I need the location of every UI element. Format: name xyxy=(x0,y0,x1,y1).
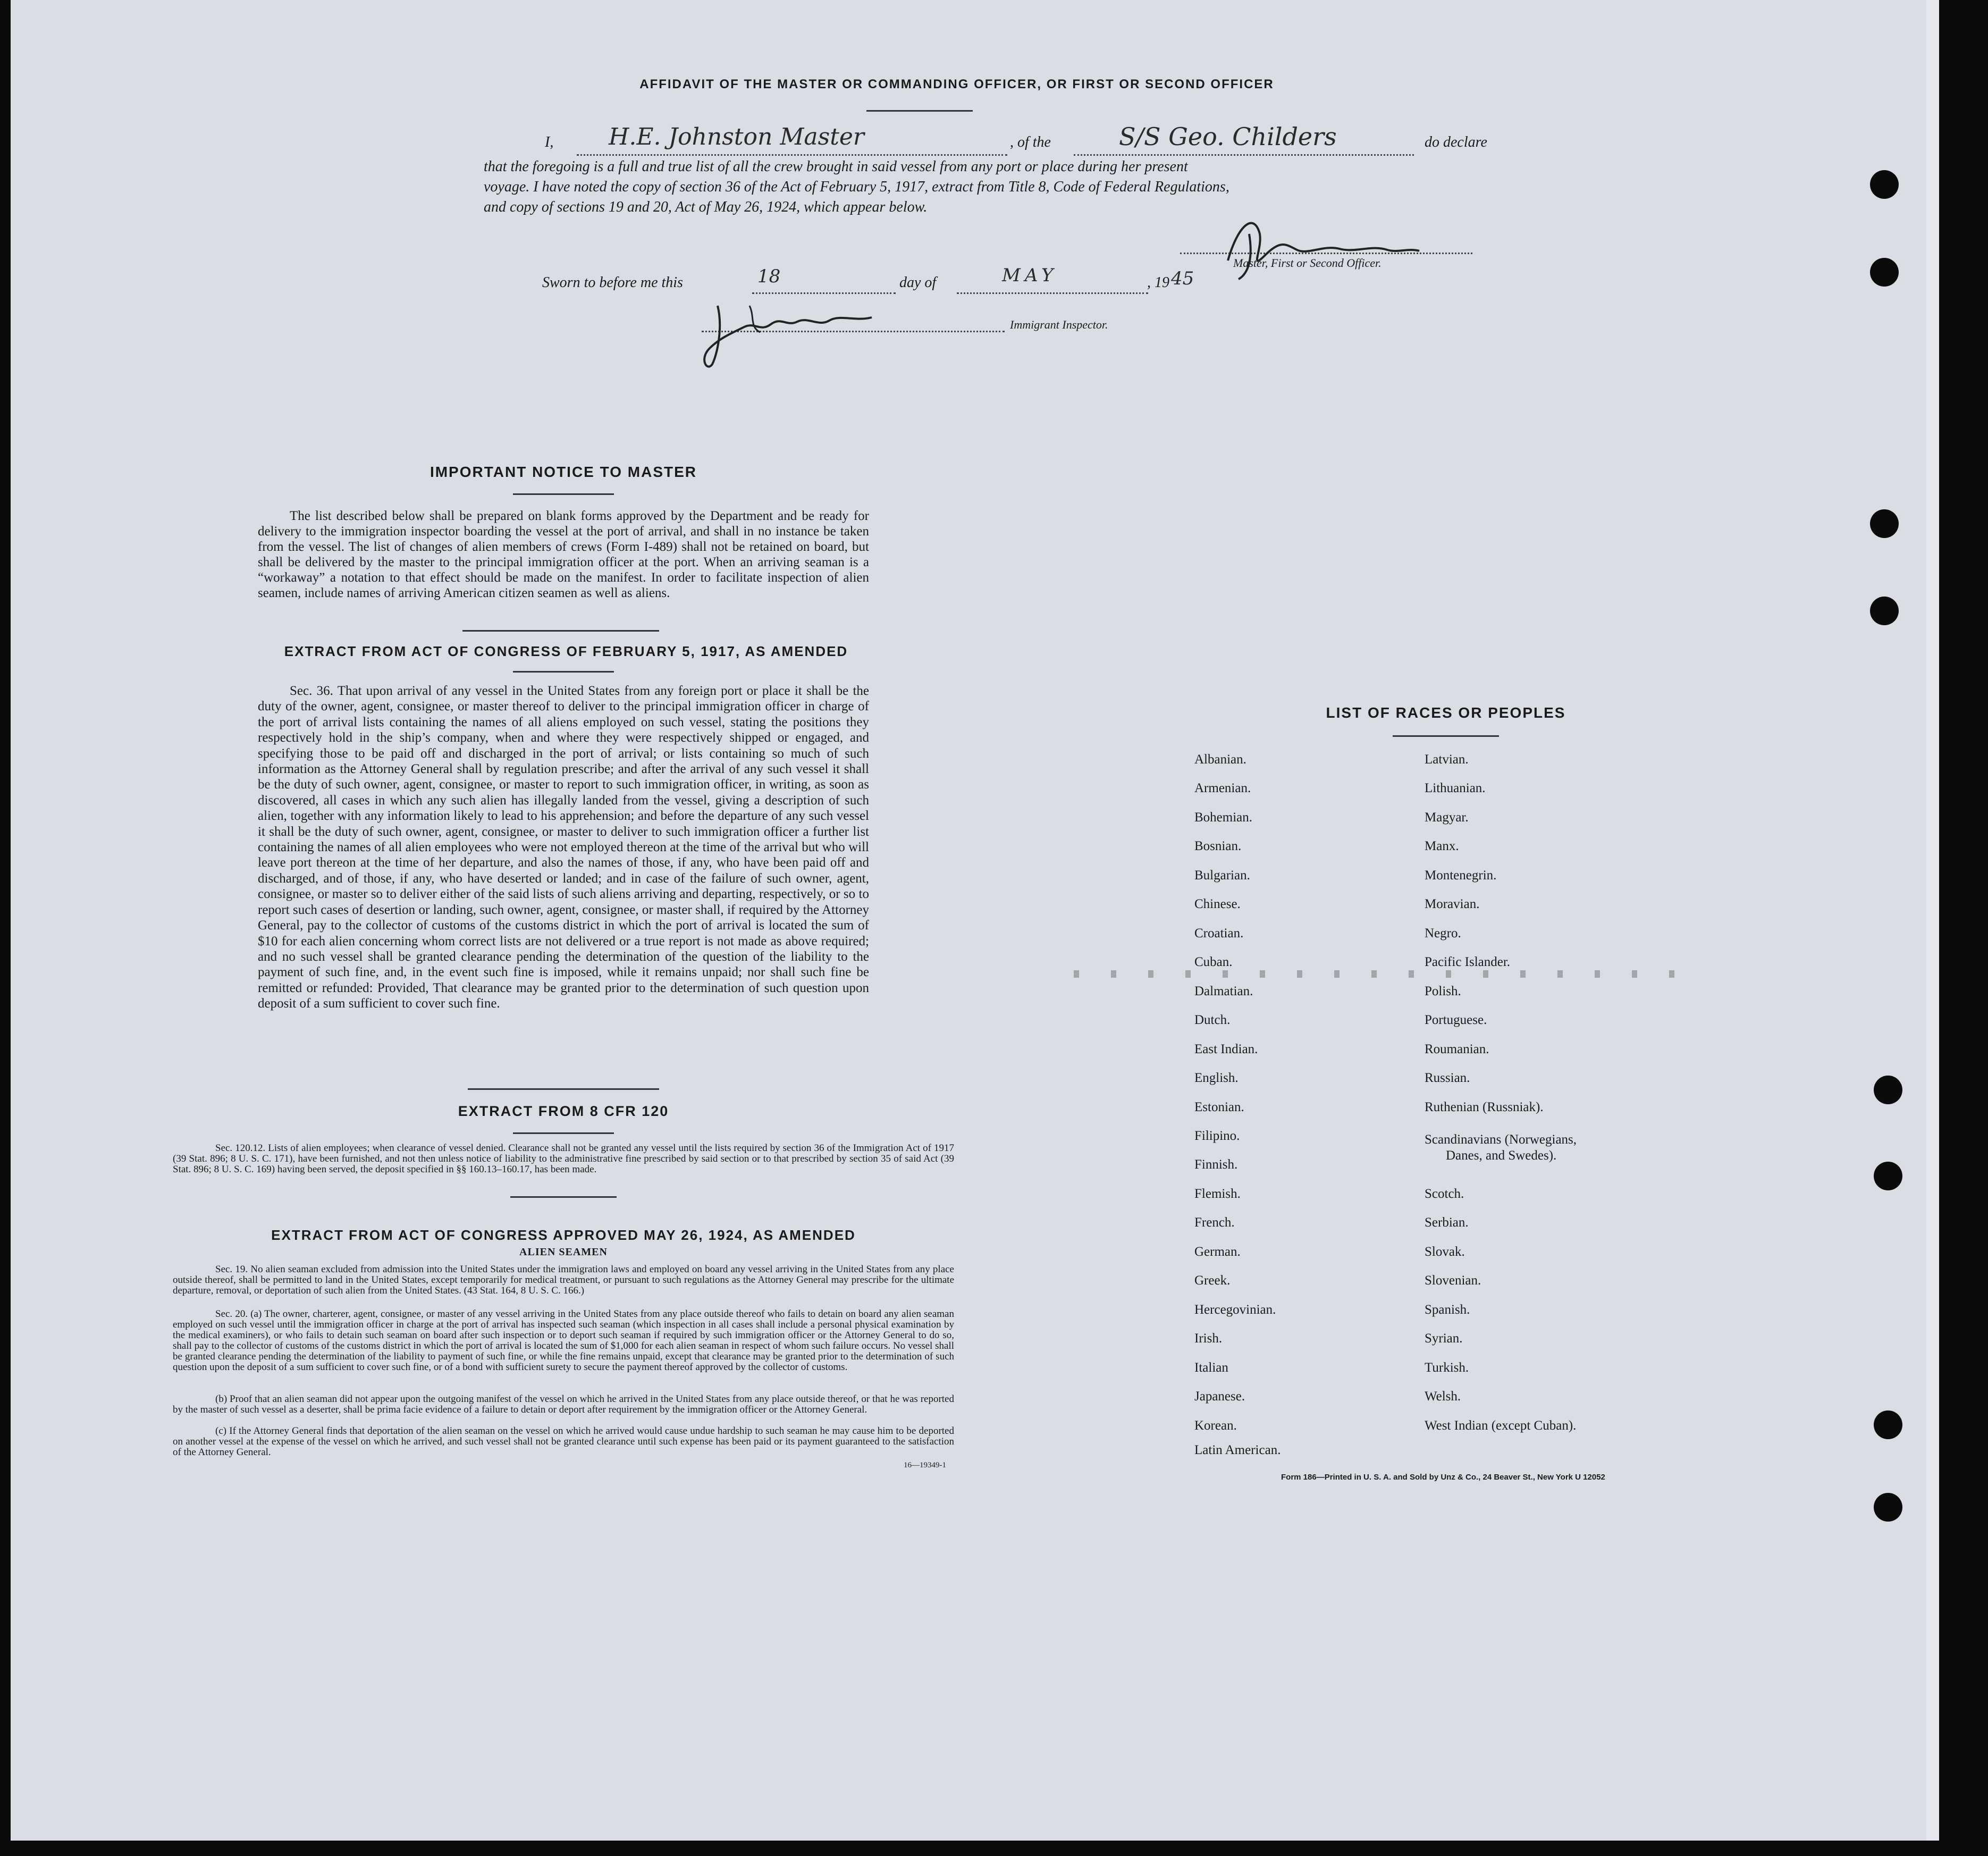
race-left-22: Japanese. xyxy=(1194,1389,1245,1404)
race-left-20: Irish. xyxy=(1194,1331,1223,1346)
race-right-9: Portuguese. xyxy=(1425,1013,1487,1027)
sworn-month-line xyxy=(957,292,1148,294)
races-rule xyxy=(1393,735,1499,737)
sworn-day-line xyxy=(752,292,896,294)
race-left-14: Finnish. xyxy=(1194,1157,1238,1172)
race-left-16: French. xyxy=(1194,1215,1235,1230)
race-left-1: Armenian. xyxy=(1194,781,1251,795)
master-name-line xyxy=(577,154,1007,156)
race-right-8: Polish. xyxy=(1425,984,1461,998)
notice-rule xyxy=(513,493,614,495)
race-left-11: English. xyxy=(1194,1071,1239,1085)
race-right-17: Slovak. xyxy=(1425,1245,1465,1259)
extract1924-sec19: Sec. 19. No alien seaman excluded from admission into the United States under the immigration laws and employed on board any vessel arriving in the United States from any place outside thereof, shall be permitted to land in the United States, except temporarily for medical treatment, or pursuant to such regulations as the Attorney General may prescribe for the ultimate departure, removal, or deportation of such alien from the United States. (43 Stat. 164, 8 U. S. C. 166.) xyxy=(173,1264,954,1296)
extract1924-form-number: 16—19349-1 xyxy=(904,1461,946,1469)
race-left-17: German. xyxy=(1194,1245,1241,1259)
inspector-signature xyxy=(696,295,898,375)
binder-hole xyxy=(1874,1410,1902,1439)
race-left-7: Cuban. xyxy=(1194,955,1233,969)
race-left-10: East Indian. xyxy=(1194,1042,1258,1056)
race-left-9: Dutch. xyxy=(1194,1013,1231,1027)
vessel-name-handwritten: S/S Geo. Childers xyxy=(1119,122,1337,151)
document-page xyxy=(11,0,1935,1841)
stray-marks xyxy=(1074,970,1680,978)
race-right-19: Spanish. xyxy=(1425,1303,1470,1317)
race-right-15: Scotch. xyxy=(1425,1187,1464,1201)
race-left-3: Bosnian. xyxy=(1194,839,1242,853)
race-right-6: Negro. xyxy=(1425,926,1461,940)
binder-hole xyxy=(1874,1076,1902,1104)
notice-body: The list described below shall be prepared on blank forms approved by the Department and be ready for delivery to the immigration inspector boarding the vessel at the port of arrival, and shall in no instance be taken from the vessel. The list of changes of alien members of crews (Form I-489) shall not be retained on board, but shall be delivered by the master to the principal immigration officer at the port. When an arriving seaman is a “workaway” a notation to that effect should be made on the manifest. In order to facilitate inspection of alien seamen, include names of arriving American citizen seamen as well as aliens. xyxy=(258,509,869,600)
race-right-7: Pacific Islander. xyxy=(1425,955,1511,969)
sworn-month: MAY xyxy=(1002,265,1058,286)
sworn-day: 18 xyxy=(757,266,781,287)
extract-cfr-title: EXTRACT FROM 8 CFR 120 xyxy=(458,1103,669,1119)
race-left-21: Italian xyxy=(1194,1360,1228,1375)
word-i: I, xyxy=(545,134,554,150)
master-name-handwritten: H.E. Johnston Master xyxy=(609,123,864,150)
extract1917-rule xyxy=(513,671,614,673)
race-left-5: Chinese. xyxy=(1194,897,1241,911)
binder-hole xyxy=(1874,1493,1902,1522)
extract1917-bottom-rule xyxy=(468,1088,659,1090)
race-right-14: Danes, and Swedes). xyxy=(1446,1148,1557,1163)
race-left-2: Bohemian. xyxy=(1194,810,1253,825)
race-left-12: Estonian. xyxy=(1194,1100,1244,1114)
race-left-8: Dalmatian. xyxy=(1194,984,1253,998)
race-right-11: Russian. xyxy=(1425,1071,1470,1085)
race-right-23: West Indian (except Cuban). xyxy=(1425,1418,1577,1433)
title-rule xyxy=(866,110,973,112)
notice-title: IMPORTANT NOTICE TO MASTER xyxy=(429,464,697,480)
race-right-4: Montenegrin. xyxy=(1425,868,1497,883)
extract-cfr-rule xyxy=(513,1132,614,1134)
extract1924-subtitle: ALIEN SEAMEN xyxy=(519,1246,608,1258)
extract1924-sec20c: (c) If the Attorney General finds that deportation of the alien seaman on the vessel on which he arrived would cause undue hardship to such seaman he may cause him to be deported on another vessel at the expense of the vessel on which he arrived, and such vessel shall not be granted clearance until such expense has been paid or its payment guaranteed to the satisfaction of the Attorney General. xyxy=(173,1425,954,1458)
race-right-21: Turkish. xyxy=(1425,1360,1469,1375)
extract1917-body: Sec. 36. That upon arrival of any vessel in the United States from any foreign port or place it shall be the duty of the owner, agent, consignee, or master thereof to deliver to the principal immigration officer in charge of the port of arrival lists containing the names of all aliens employed on such vessel, stating the positions they respectively hold in the ship’s company, when and where they were respectively shipped or engaged, and specifying those to be paid off and discharged in the port of arrival; or lists containing so much of such information as the Attorney General shall by regulation prescribe; and after the arrival of any such vessel it shall be the duty of such owner, agent, consignee, or master to report to such immigration officer, in writing, as soon as discovered, all cases in which any such alien has illegally landed from the vessel, giving a description of such alien, together with any information likely to lead to his apprehension; and before the departure of any such vessel it shall be the duty of such owner, agent, consignee, or master to deliver to such immigration officer a further list containing the names of all alien employees who were not employed thereon at the time of the arrival but who will leave port thereon at the time of her departure, and also the names of those, if any, who have been paid off and discharged, and of those, if any, who have deserted or landed; and in case of the failure of such owner, agent, consignee, or master so to deliver either of the said lists of such aliens arriving and departing, respectively, or so to report such cases of desertion or landing, such owner, agent, consignee, or master shall, if required by the Attorney General, pay to the collector of customs of the customs district in which the port of arrival is located the sum of $10 for each alien concerning whom correct lists are not delivered or a true report is not made as above required; and no such vessel shall be granted clearance pending the determination of the question of the liability to the payment of such fine, and, in the event such fine is imposed, while it remains unpaid; nor shall such fine be remitted or refunded: Provided, That clearance may be granted prior to the determination of such question upon deposit of a sum sufficient to cover such fine. xyxy=(258,684,869,1011)
affidavit-body-line3: and copy of sections 19 and 20, Act of May 26, 1924, which appear below. xyxy=(484,199,928,215)
word-of-the: , of the xyxy=(1010,134,1051,150)
race-left-18: Greek. xyxy=(1194,1273,1231,1288)
race-right-13: Scandinavians (Norwegians, xyxy=(1425,1132,1577,1147)
race-left-4: Bulgarian. xyxy=(1194,868,1250,883)
affidavit-body-line2: voyage. I have noted the copy of section 36 of the Act of February 5, 1917, extract from Title 8, Code of Federal Regulations, xyxy=(484,179,1229,195)
race-right-1: Lithuanian. xyxy=(1425,781,1486,795)
race-right-12: Ruthenian (Russniak). xyxy=(1425,1100,1544,1114)
race-right-2: Magyar. xyxy=(1425,810,1469,825)
sworn-year-prefix: , 19 xyxy=(1147,274,1169,291)
sworn-day-of: day of xyxy=(899,274,937,291)
vessel-name-line xyxy=(1074,154,1414,156)
race-left-24: Latin American. xyxy=(1194,1443,1281,1457)
sworn-year: 45 xyxy=(1171,268,1194,289)
race-right-5: Moravian. xyxy=(1425,897,1480,911)
extract1917-title: EXTRACT FROM ACT OF CONGRESS OF FEBRUARY 5, 1917, AS AMENDED xyxy=(284,643,848,659)
signature-caption: Master, First or Second Officer. xyxy=(1233,256,1382,270)
paper-edge xyxy=(1926,0,1939,1841)
extract1924-sec20b: (b) Proof that an alien seaman did not appear upon the outgoing manifest of the vessel on which he arrived in the United States from any place outside thereof, or that he was reported by the master of such vessel as a deserter, shall be prima facie evidence of a failure to detain or deport after requirement by the immigration officer or the Attorney General. xyxy=(173,1393,954,1415)
extract-cfr-bottom-rule xyxy=(510,1196,617,1198)
sworn-prefix: Sworn to before me this xyxy=(542,274,683,291)
binder-hole xyxy=(1874,1162,1902,1190)
binder-hole xyxy=(1870,597,1899,625)
affidavit-body-line1: that the foregoing is a full and true list of all the crew brought in said vessel from any port or place during her present xyxy=(484,158,1188,175)
race-right-3: Manx. xyxy=(1425,839,1459,853)
word-do-declare: do declare xyxy=(1425,134,1487,150)
printer-footer: Form 186—Printed in U. S. A. and Sold by Unz & Co., 24 Beaver St., New York U 12052 xyxy=(1281,1473,1605,1482)
affidavit-title: AFFIDAVIT OF THE MASTER OR COMMANDING OFFICER, OR FIRST OR SECOND OFFICER xyxy=(639,77,1274,91)
race-left-23: Korean. xyxy=(1194,1418,1237,1433)
race-right-0: Latvian. xyxy=(1425,752,1469,767)
race-left-6: Croatian. xyxy=(1194,926,1244,940)
race-right-22: Welsh. xyxy=(1425,1389,1461,1404)
race-right-16: Serbian. xyxy=(1425,1215,1469,1230)
race-left-13: Filipino. xyxy=(1194,1129,1240,1143)
race-right-20: Syrian. xyxy=(1425,1331,1463,1346)
binder-hole xyxy=(1870,509,1899,538)
binder-hole xyxy=(1870,258,1899,287)
race-right-10: Roumanian. xyxy=(1425,1042,1489,1056)
race-left-19: Hercegovinian. xyxy=(1194,1303,1276,1317)
notice-bottom-rule xyxy=(462,630,659,632)
binder-hole xyxy=(1870,170,1899,199)
extract-cfr-body: Sec. 120.12. Lists of alien employees; when clearance of vessel denied. Clearance shall not be granted any vessel until the lists required by section 36 of the Immigration Act of 1917 (39 Stat. 896; 8 U. S. C. 171), have been furnished, and not then unless notice of liability to the administrative fine prescribed by said section or to that prescribed by section 35 of said Act (39 Stat. 896; 8 U. S. C. 169) having been served, the deposit specified in §§ 160.13–160.17, has been made. xyxy=(173,1143,954,1175)
extract1924-title: EXTRACT FROM ACT OF CONGRESS APPROVED MAY 26, 1924, AS AMENDED xyxy=(271,1227,856,1243)
races-title: LIST OF RACES OR PEOPLES xyxy=(1326,704,1566,721)
race-right-18: Slovenian. xyxy=(1425,1273,1481,1288)
inspector-caption: Immigrant Inspector. xyxy=(1010,318,1108,331)
race-left-0: Albanian. xyxy=(1194,752,1246,767)
extract1924-sec20a: Sec. 20. (a) The owner, charterer, agent, consignee, or master of any vessel arriving in the United States from any place outside thereof who fails to detain on board any alien seaman employed on such vessel until the immigration officer in charge at the port of arrival has inspected such seaman (which inspection in all cases shall include a personal physical examination by the medical examiners), or who fails to detain such seaman on board after such inspection or to deport such seaman if required by such immigration officer or the Attorney General to do so, shall pay to the collector of customs of the customs district in which the port of arrival is located the sum of $1,000 for each alien seaman in respect of whom such failure occurs. No vessel shall be granted clearance pending the determination of the liability to payment of such fine, or while the fine remains unpaid, except that clearance may be granted prior to the determination of such question upon the deposit of a sum sufficient to cover such fine, or of a bond with sufficient surety to secure the payment thereof approved by the collector of customs. xyxy=(173,1308,954,1373)
race-left-15: Flemish. xyxy=(1194,1187,1241,1201)
